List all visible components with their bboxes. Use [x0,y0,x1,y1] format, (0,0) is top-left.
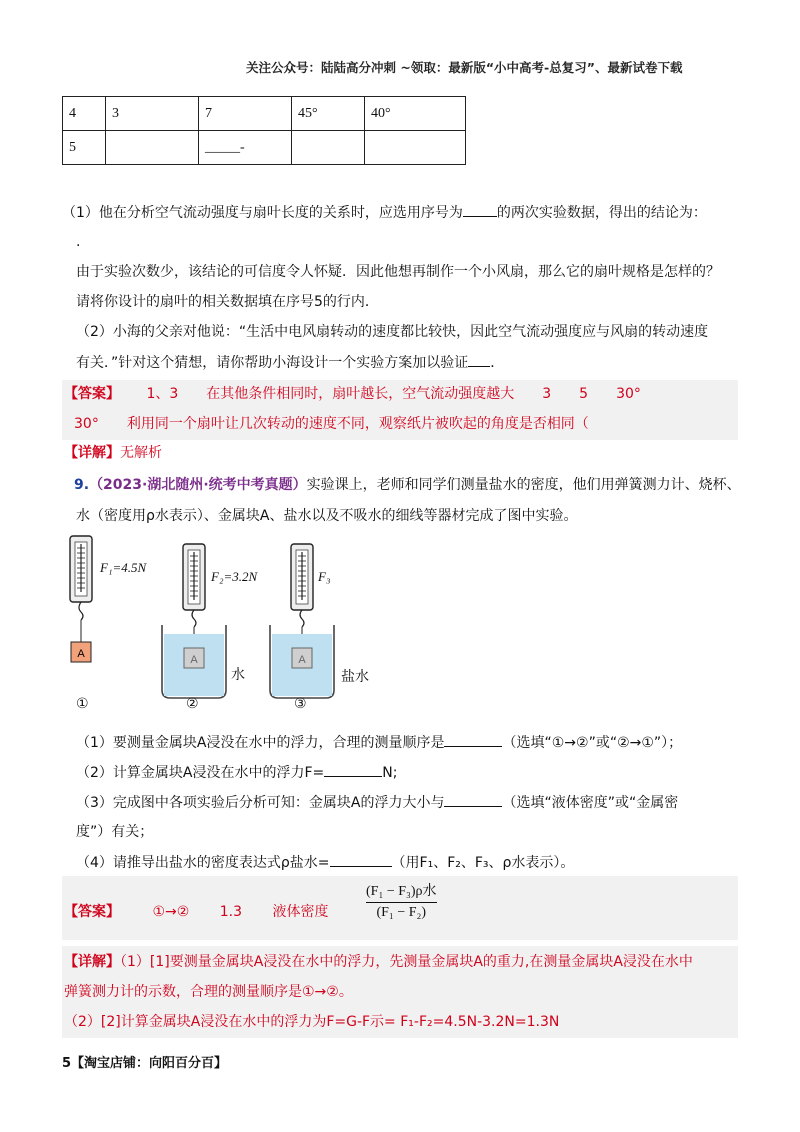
answer-text: 1、3 在其他条件相同时，扇叶越长，空气流动强度越大 3 5 30° [146,386,641,402]
detail-text: 无解析 [120,445,162,461]
question-number: 9. [74,477,90,493]
q9-sub2-text: （2）计算金属块A浸没在水中的浮力F= [76,765,325,781]
q9-stem-line2: 水（密度用ρ水表示）、金属块A、盐水以及不吸水的细线等器材完成了图中实验。 [76,508,578,524]
detail-text: （1）[1]要测量金属块A浸没在水中的浮力，先测量金属块A的重力,在测量金属块A浸没在水中 [120,954,693,970]
table-row [63,97,466,131]
q9-stem-text: 实验课上，老师和同学们测量盐水的密度，他们用弹簧测力计、烧杯、 [306,477,741,493]
page-header: 关注公众号：陆陆高分冲刺 ~领取：最新版“小中高考-总复习”、最新试卷下载 [246,60,683,75]
answer-blank[interactable] [330,852,392,867]
formula-numerator: (F₁ − F₃)ρ水 [366,884,437,899]
q8-dot: . [76,234,81,250]
answer-label: 【答案】 [64,386,120,402]
answer-blank[interactable] [444,792,502,807]
q8-answer-line2: 30° 利用同一个扇叶让几次转动的速度不同，观察纸片被吹起的角度是否相同（ [74,416,589,432]
answer-text: 1.3 [219,904,243,920]
q8-part2-cont [76,352,504,373]
detail-label: 【详解】 [64,954,120,970]
formula-denominator: (F₁ − F₂) [376,905,427,920]
table-cell: 45° [292,97,365,131]
figure-caption-1: ① [76,696,89,712]
spring-scale-3 [291,544,313,648]
block-a-label: A [298,654,306,666]
spring-scale-2 [183,544,205,648]
table-cell: 40° [365,97,466,131]
q9-sub2-unit: N; [382,765,398,781]
density-formula [366,880,437,921]
data-table [62,96,466,165]
table-cell [292,131,365,165]
q9-sub1-text: （1）要测量金属块A浸没在水中的浮力，合理的测量顺序是 [76,735,445,751]
force-label-f1: F₁=4.5N [100,560,147,575]
q9-sub2 [76,762,397,783]
q9-detail-line3: （2）[2]计算金属块A浸没在水中的浮力为F=G-F示= F₁-F₂=4.5N-3.2N=1.3N [64,1014,560,1030]
q8-paragraph: 请将你设计的扇叶的相关数据填在序号5的行内． [76,294,379,310]
saltwater-label: 盐水 [341,669,369,685]
q9-sub3-options: （选填“液体密度”或“金属密 [502,795,679,811]
block-a-label: A [190,654,198,666]
q9-stem [74,475,741,495]
q9-sub1-options: （选填“①→②”或“②→①”）； [502,735,683,751]
q8-part1 [62,202,707,223]
q9-sub3-cont: 度”）有关； [76,824,154,840]
q9-sub3-text: （3）完成图中各项实验后分析可知：金属块A的浮力大小与 [76,795,445,811]
q8-part2-end: ． [490,355,505,371]
answer-text: ①→② [152,904,190,920]
q9-sub1 [76,732,682,753]
detail-label: 【详解】 [64,445,120,461]
q8-part2: （2）小海的父亲对他说：“生活中电风扇转动的速度都比较快，因此空气流动强度应与风扇的转动速度 [76,324,709,340]
table-row [63,131,466,165]
answer-blank[interactable] [324,762,382,777]
q9-sub4 [76,852,574,873]
table-cell: 4 [63,97,106,131]
figure-caption-2: ② [186,696,199,712]
fraction-bar [366,902,437,903]
answer-blank[interactable] [463,202,497,217]
q8-part2-text: 有关．”针对这个猜想，请你帮助小海设计一个实验方案加以验证 [76,355,469,371]
q8-part1-text2: 的两次实验数据，得出的结论为： [496,205,707,221]
q8-answer [64,384,641,404]
question-source: （2023·湖北随州·统考中考真题） [89,477,307,493]
q9-detail [64,952,693,972]
answer-blank[interactable] [468,352,490,367]
force-label-f3: F₃ [318,569,331,584]
table-cell: 5 [63,131,106,165]
q8-paragraph: 由于实验次数少，该结论的可信度令人怀疑．因此他想再制作一个小风扇，那么它的扇叶规格是怎样的？ [76,264,720,280]
force-label-f2: F₂=3.2N [211,569,258,584]
table-cell: 7 [199,97,292,131]
answer-blank[interactable] [444,732,502,747]
page-footer: 5【淘宝店铺：向阳百分百】 [62,1056,228,1071]
q8-part1-text: （1）他在分析空气流动强度与扇叶长度的关系时，应选用序号为 [62,205,463,221]
table-cell: _____- [199,131,292,165]
q8-detail [64,443,162,463]
table-cell: 3 [106,97,199,131]
q9-sub4-text: （4）请推导出盐水的密度表达式ρ盐水= [76,855,330,871]
experiment-figure [62,530,482,720]
q9-detail-line2: 弹簧测力计的示数，合理的测量顺序是①→②。 [64,984,353,1000]
answer-label: 【答案】 [64,904,120,920]
figure-caption-3: ③ [294,696,307,712]
table-cell [106,131,199,165]
water-label: 水 [231,667,245,683]
q9-sub4-hint: （用F₁、F₂、F₃、ρ水表示）。 [391,855,575,871]
table-cell [365,131,466,165]
spring-scale-1 [70,536,92,662]
q9-answer [64,902,328,922]
block-a-label: A [77,648,85,660]
q9-sub3 [76,792,678,813]
answer-text: 液体密度 [272,904,329,920]
